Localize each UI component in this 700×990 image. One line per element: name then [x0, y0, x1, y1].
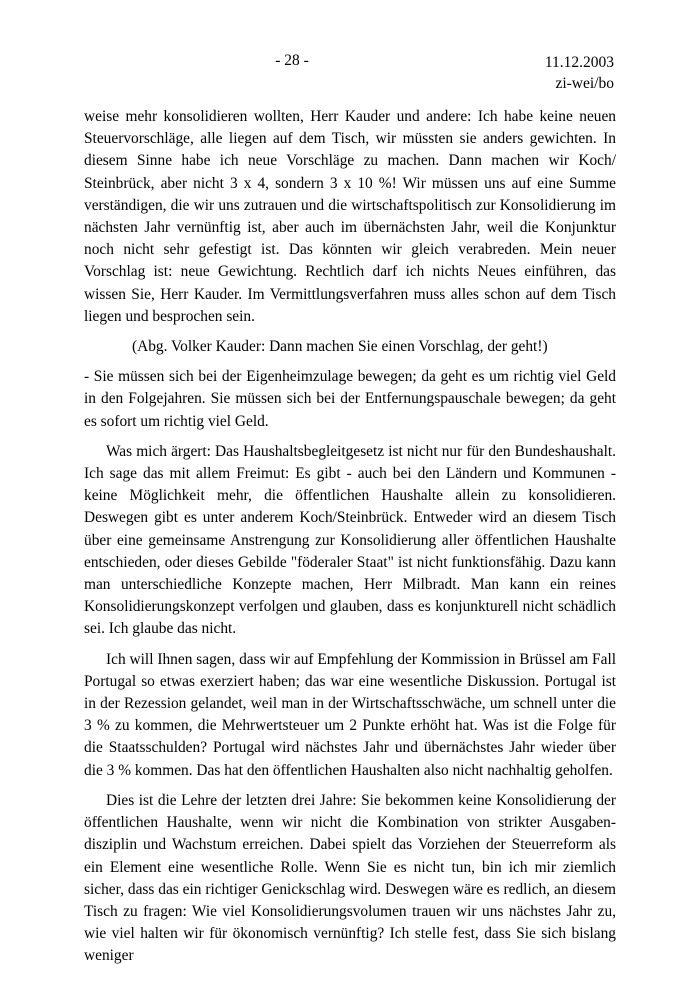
interjection: (Abg. Volker Kauder: Dann machen Sie einen Vorschlag, der geht!): [132, 338, 548, 356]
paragraph: Dies ist die Lehre der letzten drei Jahre: Sie bekommen keine Konsolidierung der öffentlichen Haushalte, wenn wir nicht die Kombination von strikter Ausgabendisziplin und Wachstum erreichen. Dabei spielt das Vorziehen der Steuerreform als ein Element eine wesentliche Rolle. Wenn Sie es nicht tun, bin ich mir ziemlich sicher, dass das ein richtiger Genickschlag wird. Deswegen wäre es redlich, an diesem Tisch zu fragen: Wie viel Konsolidierungsvolumen trauen wir uns nächstes Jahr zu, wie viel halten wir für ökonomisch vernünftig? Ich stelle fest, dass Sie sich bislang weniger: [84, 791, 616, 965]
paragraph-reply: - Sie müssen sich bei der Eigenheimzulage bewegen; da geht es um richtig viel Geld in den Folgejahren. Sie müssen sich bei der Entfernungspauschale bewegen; da geht es sofort um richtig viel Geld.: [84, 368, 616, 430]
header-meta: [545, 52, 614, 94]
paragraph: Was mich ärgert: Das Haushaltsbegleitgesetz ist nicht nur für den Bundeshaushalt. Ich sage das mit allem Freimut: Es gibt - auch bei den Ländern und Kommunen - keine Möglichkeit mehr, die öffentlichen Haushalte allein zu konsolidieren. Deswegen gibt es unter anderem Koch/Steinbrück. Entweder wird an diesem Tisch über eine gemeinsame Anstrengung zur Konsolidierung aller öffentlichen Haushalte entschieden, oder dieses Gebilde "föderaler Staat" ist nicht funktionsfähig. Dazu kann man unterschiedliche Konzepte machen, Herr Milbradt. Man kann ein reines Konsolidierungskonzept verfolgen und glauben, dass es konjunkturell nicht schädlich sei. Ich glaube das nicht.: [84, 442, 616, 638]
paragraph-continued: weise mehr konsolidieren wollten, Herr Kauder und andere: Ich habe keine neuen Steuervorschläge, alle liegen auf dem Tisch, wir müssten sie anders gewichten. In diesem Sinne habe ich neue Vorschläge zu machen. Dann machen wir Koch/ Steinbrück, aber nicht 3 x 4, sondern 3 x 10 %! Wir müssen uns auf eine Summe verständigen, die wir uns zutrauen und die wirtschaftspolitisch zur Konsolidierung im nächsten Jahr vernünftig ist, aber auch im übernächsten Jahr, weil die Konjunktur noch nicht sehr gefestigt ist. Das könnten wir gleich verabreden. Mein neuer Vorschlag ist: neue Gewichtung. Rechtlich darf ich nichts Neues einführen, das wissen Sie, Herr Kauder. Im Vermittlungsverfahren muss alles schon auf dem Tisch liegen und besprochen sein.: [84, 108, 616, 325]
body-text: [84, 106, 616, 976]
header-reference: zi-wei/bo: [555, 75, 614, 92]
page-number: - 28 -: [275, 52, 309, 69]
paragraph: Ich will Ihnen sagen, dass wir auf Empfehlung der Kommission in Brüssel am Fall Portugal so etwas exerziert haben; das war eine wesentliche Diskussion. Portugal ist in der Rezession gelandet, weil man in der Wirtschaftsschwäche, um schnell unter die 3 % zu kommen, die Mehrwertsteuer um 2 Punkte erhöht hat. Was ist die Folge für die Staatsschulden? Portugal wird nächstes Jahr und übernächstes Jahr wieder über die 3 % kommen. Das hat den öffentlichen Haushalten also nicht nachhaltig geholfen.: [84, 650, 616, 779]
header-date: 11.12.2003: [544, 54, 614, 71]
